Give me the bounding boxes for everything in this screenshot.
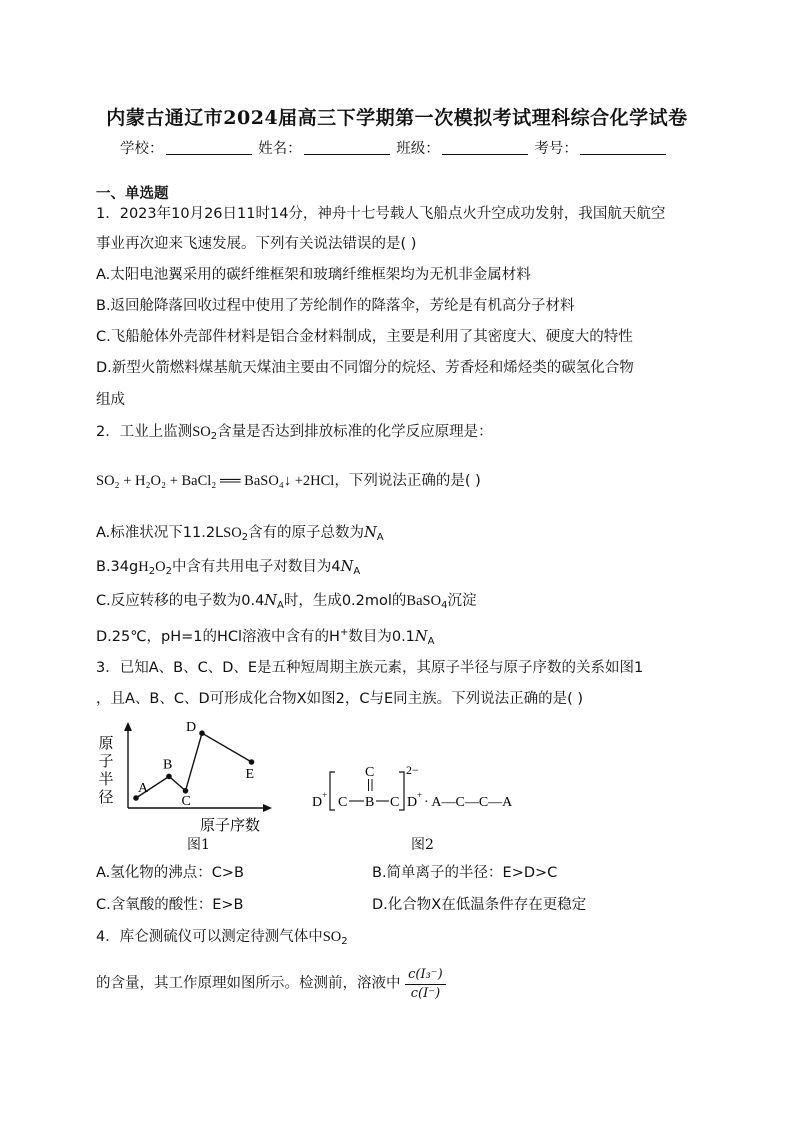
figure-2-caption: 图2 <box>411 837 434 853</box>
exam-no-label: 考号： <box>534 141 578 157</box>
fig2-atom-c-right: C <box>390 795 400 810</box>
iodine-ratio-fraction <box>405 967 446 1001</box>
q2-stem: 2．工业上监测$SO_2$含量是否达到排放标准的化学反应原理是： <box>96 424 493 442</box>
fig2-atom-c-left: C <box>338 795 348 810</box>
name-blank[interactable] <box>304 140 390 155</box>
q3-option-a: A.氢化物的沸点：C>B <box>96 865 244 881</box>
fraction-numerator: c(I₃⁻) <box>405 967 446 985</box>
figure-1-caption: 图1 <box>187 837 210 853</box>
fig1-point-label-a: A <box>138 781 149 796</box>
fig1-ylabel-1: 子 <box>98 754 114 770</box>
q4-stem-line2: 的含量，其工作原理如图所示。检测前，溶液中 $\frac{\text{c(I₃⁻)}}{c(I^-)}$ <box>96 967 446 1001</box>
fig1-point-label-c: C <box>181 793 191 809</box>
section-heading: 一、单选题 <box>96 186 169 202</box>
q3-option-b: B.简单离子的半径：E>D>C <box>372 865 558 881</box>
q4-stem-line1: 4．库仑测硫仪可以测定待测气体中$SO_2$ <box>96 929 348 947</box>
q1-option-b: B.返回舱降落回收过程中使用了芳纶制作的降落伞，芳纶是有机高分子材料 <box>96 298 575 314</box>
exam-no-blank[interactable] <box>580 140 666 155</box>
q2-option-a: A.标准状况下$11.2LSO_2$含有的原子总数为$N_A$ <box>96 525 384 543</box>
fig1-xlabel: 原子序数 <box>199 818 261 834</box>
fig2-left-bracket <box>330 772 335 810</box>
page-title: 内蒙古通辽市2024届高三下学期第一次模拟考试理科综合化学试卷 <box>106 107 688 129</box>
q1-option-a: A.太阳电池翼采用的碳纤维框架和玻璃纤维框架均为无机非金属材料 <box>96 267 531 283</box>
fig1-point-c <box>183 788 189 794</box>
fig2-atom-c-top: C <box>365 765 375 780</box>
q2-option-d: D.25℃，pH=1的HCl溶液中含有的H+数目为$0.1N_A$ <box>96 627 435 647</box>
fig2-cation-2-charge: + <box>417 790 423 800</box>
class-blank[interactable] <box>442 140 528 155</box>
q2-equation: SO₂ + H₂O₂ + BaCl₂ ══ BaSO₄↓ +2HCl，下列说法正确的是( ) <box>96 473 481 489</box>
q3-option-c: C.含氧酸的酸性：E>B <box>96 897 244 913</box>
fig2-charge: 2− <box>406 763 419 777</box>
q1-stem-line2: 事业再次迎来飞速发展。下列有关说法错误的是( ) <box>96 236 417 252</box>
school-label: 学校： <box>120 141 164 157</box>
student-info-row <box>120 137 668 158</box>
q1-option-d: D.新型火箭燃料煤基航天煤油主要由不同馏分的烷烃、芳香烃和烯烃类的碳氢化合物 <box>96 360 634 376</box>
fig1-series-line <box>136 733 252 798</box>
fig2-atom-b: B <box>365 795 375 810</box>
class-label: 班级： <box>396 141 440 157</box>
fig1-ylabel-0: 原 <box>98 736 114 752</box>
q3-stem-line2: ，且A、B、C、D可形成化合物X如图2，C与E同主族。下列说法正确的是( ) <box>96 691 584 707</box>
fig2-right-bracket <box>399 772 404 810</box>
q3-stem-line1: 3．已知A、B、C、D、E是五种短周期主族元素，其原子半径与原子序数的关系如图1 <box>96 660 644 676</box>
q3-option-d: D.化合物X在低温条件存在更稳定 <box>372 897 587 913</box>
figure-2-structure <box>308 760 538 820</box>
fig2-cation-1: D <box>312 795 323 810</box>
fraction-denominator: c(I⁻) <box>410 985 441 1001</box>
q1-option-d-cont: 组成 <box>96 392 125 408</box>
reaction-equation: SO₂ + H₂O₂ + BaCl₂ ══ BaSO₄↓ +2HCl <box>96 473 335 489</box>
fig1-point-e <box>249 759 255 765</box>
fig1-ylabel-3: 径 <box>98 790 114 806</box>
q2-option-b: $B.34gH_2O_2$中含有共用电子对数目为$4N_A$ <box>96 559 361 577</box>
fig2-tail: · A—C—C—A <box>424 795 513 810</box>
fig2-cation-2: D <box>407 795 418 810</box>
fig1-y-arrow <box>124 722 132 731</box>
school-blank[interactable] <box>166 140 252 155</box>
fig1-point-label-b: B <box>163 757 173 773</box>
fig1-x-arrow <box>263 804 272 812</box>
fig2-cation-1-charge: + <box>322 790 328 800</box>
fig1-point-b <box>166 774 172 780</box>
fig1-ylabel-2: 半 <box>98 772 114 788</box>
q1-option-c: C.飞船舱体外壳部件材料是铝合金材料制成，主要是利用了其密度大、硬度大的特性 <box>96 329 633 345</box>
fig1-point-d <box>199 730 205 736</box>
q1-stem-line1: 1．2023年10月26日11时14分，神舟十七号载人飞船点火升空成功发射，我国航天航空 <box>96 206 666 222</box>
name-label: 姓名： <box>258 141 302 157</box>
q2-option-c: C.反应转移的电子数为$0.4N_A$时，生成0.2mol的BaSO$_4$沉淀 <box>96 593 477 611</box>
fig1-point-a <box>133 795 139 801</box>
fig1-point-label-d: D <box>186 720 197 736</box>
fig1-point-label-e: E <box>245 767 255 782</box>
